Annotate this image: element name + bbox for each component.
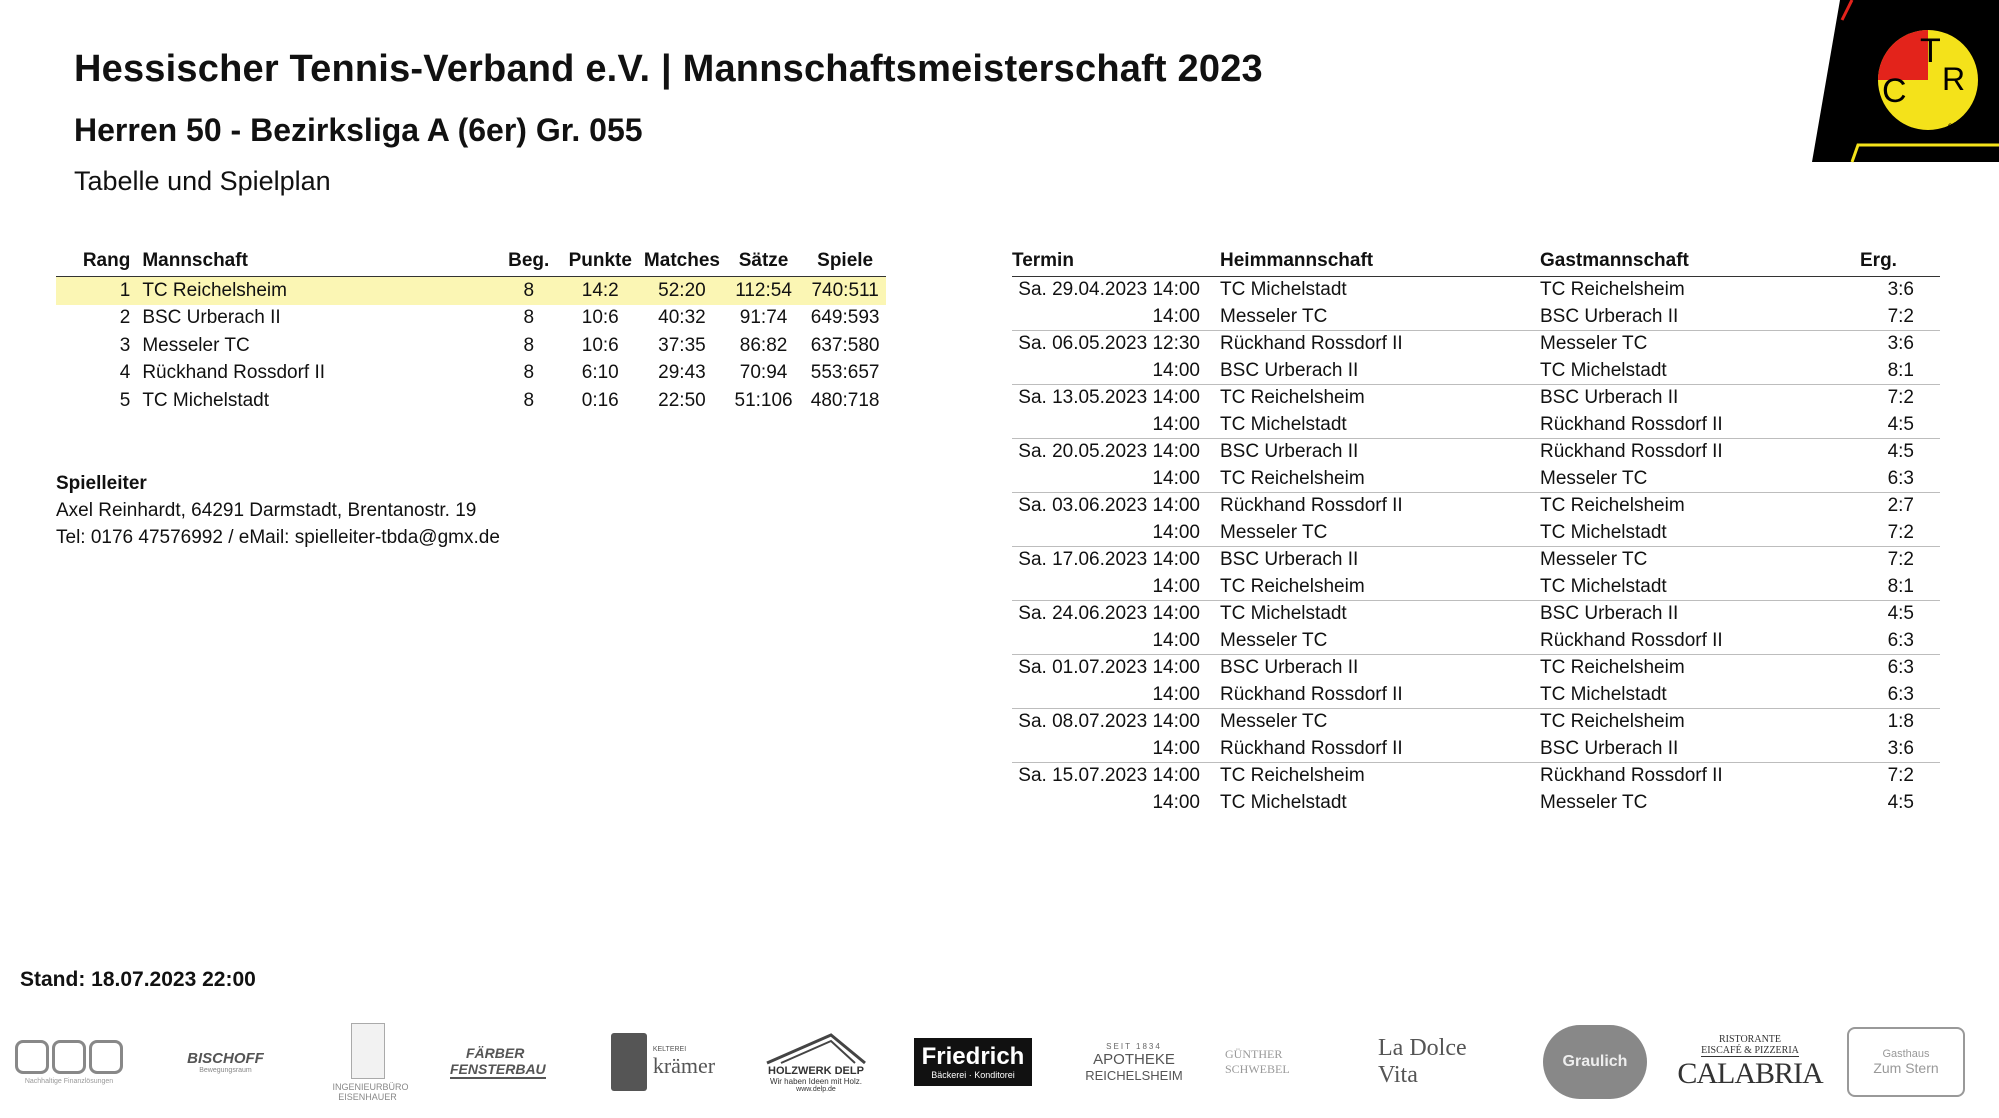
sponsor-zumstern-line2: Zum Stern (1873, 1060, 1939, 1076)
schedule-cell-ergebnis: 3:6 (1887, 737, 1914, 759)
schedule-cell-ergebnis: 4:5 (1887, 791, 1914, 813)
standings-cell-spiele: 480:718 (810, 389, 880, 411)
standings-cell-mannschaft: TC Michelstadt (142, 389, 270, 411)
sponsor-nfl (10, 1012, 128, 1112)
schedule-row (1012, 412, 1940, 439)
schedule-cell-termin: 14:00 (1152, 683, 1200, 705)
standings-cell-mannschaft: Messeler TC (142, 334, 250, 356)
standings-cell-mannschaft: Rückhand Rossdorf II (142, 362, 326, 384)
schedule-cell-gast: Rückhand Rossdorf II (1540, 413, 1723, 435)
schedule-cell-termin: 14:00 (1152, 737, 1200, 759)
sponsor-bischoff-name: BISCHOFF (187, 1050, 264, 1067)
schedule-cell-ergebnis: 7:2 (1887, 521, 1914, 543)
sponsor-bischoff (168, 1012, 283, 1112)
schedule-cell-gast: Rückhand Rossdorf II (1540, 629, 1723, 651)
schedule-cell-ergebnis: 7:2 (1860, 385, 1940, 412)
standings-cell-beg: 8 (523, 307, 535, 329)
sponsor-graulich-name: Graulich (1562, 1053, 1628, 1070)
schedule-cell-gast: TC Michelstadt (1540, 575, 1667, 597)
schedule-cell-termin: Sa. 03.06.2023 14:00 (1012, 493, 1220, 520)
schedule-cell-ergebnis: 7:2 (1860, 547, 1940, 574)
sponsor-friedrich-tagline: Bäckerei · Konditorei (931, 1070, 1015, 1080)
schedule-cell-gast: Messeler TC (1540, 331, 1860, 358)
sponsor-apotheke (1072, 1012, 1196, 1112)
standings-header-row (56, 248, 886, 277)
standings-row (56, 277, 886, 305)
schedule-row (1012, 709, 1940, 736)
standings-cell-punkte: 6:10 (581, 362, 619, 384)
schedule-cell-ergebnis: 3:6 (1887, 279, 1914, 301)
sponsor-eisenhauer (325, 1012, 410, 1112)
standings-row (56, 305, 886, 333)
schedule-row (1012, 763, 1940, 790)
schedule-cell-ergebnis: 4:5 (1860, 439, 1940, 466)
schedule-row (1012, 304, 1940, 331)
standings-cell-beg: 8 (498, 277, 559, 305)
sponsor-kramer-name: krämer (652, 1052, 716, 1078)
standings-cell-spiele: 553:657 (810, 362, 880, 384)
standings-cell-beg: 8 (523, 362, 535, 384)
schedule-cell-ergebnis: 6:3 (1887, 467, 1914, 489)
sponsor-kramer-top: KELTEREI (652, 1045, 687, 1053)
schedule-cell-ergebnis: 1:8 (1860, 709, 1940, 736)
col-heimmannschaft: Heimmannschaft (1220, 248, 1540, 277)
schedule-cell-gast: BSC Urberach II (1540, 385, 1860, 412)
sponsor-delp-url: www.delp.de (796, 1086, 836, 1093)
col-saetze: Sätze (723, 248, 804, 277)
standings-cell-matches: 52:20 (641, 277, 723, 305)
sponsor-faerber (450, 1012, 565, 1112)
schedule-cell-heim: Rückhand Rossdorf II (1220, 331, 1540, 358)
sponsor-bischoff-tagline: Bewegungsraum (199, 1067, 252, 1074)
sponsor-apotheke-city: REICHELSHEIM (1085, 1067, 1183, 1083)
standings-table (56, 248, 886, 415)
col-gastmannschaft: Gastmannschaft (1540, 248, 1860, 277)
schedule-cell-heim: TC Reichelsheim (1220, 385, 1540, 412)
sponsor-dolcevita (1378, 1012, 1498, 1112)
col-ergebnis: Erg. (1860, 248, 1940, 277)
spielleiter-block (56, 470, 500, 551)
col-spiele: Spiele (804, 248, 886, 277)
stand-timestamp: Stand: 18.07.2023 22:00 (20, 968, 256, 991)
schedule-cell-heim: TC Michelstadt (1220, 791, 1347, 813)
schedule-row (1012, 790, 1940, 817)
schedule-cell-heim: Rückhand Rossdorf II (1220, 493, 1540, 520)
schedule-cell-heim: BSC Urberach II (1220, 655, 1540, 682)
schedule-cell-ergebnis: 3:6 (1860, 331, 1940, 358)
schedule-cell-gast: Messeler TC (1540, 547, 1860, 574)
schedule-cell-gast: Rückhand Rossdorf II (1540, 439, 1860, 466)
sponsor-apotheke-top: SEIT 1834 (1106, 1041, 1162, 1051)
schedule-row (1012, 493, 1940, 520)
schedule-cell-gast: TC Reichelsheim (1540, 493, 1860, 520)
schedule-cell-gast: BSC Urberach II (1540, 737, 1679, 759)
spielleiter-label: Spielleiter (56, 473, 147, 494)
schedule-cell-heim: Messeler TC (1220, 629, 1328, 651)
logo-suffix: e.V (1948, 121, 1961, 130)
schedule-cell-ergebnis: 4:5 (1860, 601, 1940, 628)
schedule-cell-ergebnis: 6:3 (1887, 629, 1914, 651)
schedule-cell-heim: Messeler TC (1220, 709, 1540, 736)
sponsor-faerber-line1: FÄRBER (466, 1045, 525, 1061)
schedule-cell-ergebnis: 6:3 (1887, 683, 1914, 705)
standings-cell-matches: 40:32 (658, 307, 706, 329)
schedule-cell-termin: 14:00 (1152, 359, 1200, 381)
sponsor-graulich (1540, 1012, 1650, 1112)
spielleiter-address: Axel Reinhardt, 64291 Darmstadt, Brentanostr. 19 (56, 500, 477, 521)
schedule-cell-gast: BSC Urberach II (1540, 305, 1679, 327)
standings-cell-beg: 8 (523, 334, 535, 356)
standings-cell-punkte: 0:16 (581, 389, 619, 411)
schedule-cell-ergebnis: 7:2 (1887, 305, 1914, 327)
standings-cell-punkte: 14:2 (559, 277, 641, 305)
spielleiter-contact: Tel: 0176 47576992 / eMail: spielleiter-tbda@gmx.de (56, 527, 500, 548)
sponsor-calabria-name: CALABRIA (1677, 1056, 1823, 1090)
schedule-cell-heim: BSC Urberach II (1220, 547, 1540, 574)
schedule-cell-gast: BSC Urberach II (1540, 601, 1860, 628)
sponsor-faerber-line2: FENSTERBAU (450, 1061, 546, 1077)
schedule-row (1012, 439, 1940, 466)
standings-cell-matches: 22:50 (658, 389, 706, 411)
schedule-cell-termin: 14:00 (1152, 305, 1200, 327)
standings-cell-matches: 37:35 (658, 334, 706, 356)
schedule-cell-heim: Messeler TC (1220, 521, 1328, 543)
standings-row (56, 332, 886, 360)
logo-letter-r: R (1942, 61, 1966, 97)
schedule-cell-gast: TC Reichelsheim (1540, 655, 1860, 682)
schedule-cell-gast: Messeler TC (1540, 467, 1648, 489)
schedule-row (1012, 277, 1940, 304)
col-beg: Beg. (498, 248, 559, 277)
logo-letter-t: T (1920, 32, 1941, 70)
standings-cell-matches: 29:43 (658, 362, 706, 384)
schedule-row (1012, 601, 1940, 628)
schedule-cell-termin: Sa. 08.07.2023 14:00 (1012, 709, 1220, 736)
schedule-cell-heim: Messeler TC (1220, 305, 1328, 327)
page-subtitle: Herren 50 - Bezirksliga A (6er) Gr. 055 (74, 112, 643, 148)
schedule-cell-gast: Rückhand Rossdorf II (1540, 763, 1860, 790)
schedule-cell-ergebnis: 4:5 (1887, 413, 1914, 435)
sponsor-schwebel-name: GÜNTHER SCHWEBEL (1225, 1047, 1290, 1076)
schedule-cell-termin: Sa. 13.05.2023 14:00 (1012, 385, 1220, 412)
logo-letter-c: C (1882, 72, 1907, 110)
schedule-row (1012, 547, 1940, 574)
sponsor-friedrich (913, 1012, 1033, 1112)
standings-cell-saetze: 86:82 (739, 334, 788, 356)
page-title: Hessischer Tennis-Verband e.V. | Mannschaftsmeisterschaft 2023 (74, 48, 1263, 90)
schedule-row (1012, 574, 1940, 601)
standings-cell-rang: 5 (119, 389, 131, 411)
schedule-cell-gast: TC Michelstadt (1540, 521, 1667, 543)
standings-cell-saetze: 112:54 (723, 277, 804, 305)
schedule-cell-ergebnis: 8:1 (1887, 575, 1914, 597)
standings-cell-rang: 4 (119, 362, 131, 384)
schedule-cell-ergebnis: 6:3 (1860, 655, 1940, 682)
standings-cell-spiele: 740:511 (804, 277, 886, 305)
schedule-cell-termin: 14:00 (1152, 629, 1200, 651)
schedule-cell-termin: 14:00 (1152, 413, 1200, 435)
schedule-cell-heim: TC Reichelsheim (1220, 575, 1365, 597)
sponsor-dolcevita-name: La Dolce Vita (1378, 1035, 1467, 1088)
sponsor-kramer (608, 1012, 718, 1112)
schedule-table (1012, 248, 1940, 816)
sponsor-nfl-tagline: Nachhaltige Finanzlösungen (24, 1077, 114, 1085)
schedule-cell-termin: 14:00 (1152, 467, 1200, 489)
standings-cell-rang: 3 (119, 334, 131, 356)
schedule-cell-heim: Rückhand Rossdorf II (1220, 683, 1403, 705)
sponsor-eisenhauer-name: INGENIEURBÜRO EISENHAUER (332, 1081, 409, 1102)
schedule-cell-heim: BSC Urberach II (1220, 439, 1540, 466)
schedule-cell-heim: TC Reichelsheim (1220, 467, 1365, 489)
schedule-row (1012, 385, 1940, 412)
sponsor-zumstern-line1: Gasthaus (1882, 1048, 1930, 1060)
schedule-cell-gast: TC Reichelsheim (1540, 709, 1860, 736)
standings-cell-spiele: 649:593 (810, 307, 880, 329)
standings-cell-beg: 8 (523, 389, 535, 411)
schedule-row (1012, 628, 1940, 655)
standings-cell-saetze: 51:106 (734, 389, 793, 411)
col-punkte: Punkte (559, 248, 641, 277)
standings-cell-rang: 2 (119, 307, 131, 329)
schedule-cell-gast: TC Michelstadt (1540, 683, 1667, 705)
sponsor-calabria-line2: EISCAFÉ & PIZZERIA (1701, 1044, 1799, 1056)
standings-cell-saetze: 91:74 (739, 307, 788, 329)
sponsor-schwebel (1225, 1012, 1345, 1112)
schedule-cell-gast: TC Reichelsheim (1540, 279, 1685, 301)
col-termin: Termin (1012, 248, 1220, 277)
schedule-row (1012, 682, 1940, 709)
schedule-row (1012, 736, 1940, 763)
schedule-cell-termin: Sa. 24.06.2023 14:00 (1012, 601, 1220, 628)
schedule-cell-termin: Sa. 06.05.2023 12:30 (1012, 331, 1220, 358)
schedule-cell-ergebnis: 7:2 (1860, 763, 1940, 790)
col-rang: Rang (56, 248, 142, 277)
schedule-cell-termin: 14:00 (1152, 521, 1200, 543)
schedule-cell-termin: Sa. 20.05.2023 14:00 (1012, 439, 1220, 466)
standings-row (56, 360, 886, 388)
schedule-cell-gast: TC Michelstadt (1540, 359, 1667, 381)
sponsor-zumstern (1846, 1012, 1966, 1112)
schedule-row (1012, 358, 1940, 385)
eisenhauer-emblem (351, 1023, 385, 1079)
schedule-cell-ergebnis: 8:1 (1887, 359, 1914, 381)
sponsor-apotheke-name: APOTHEKE (1093, 1050, 1175, 1068)
schedule-row (1012, 466, 1940, 493)
schedule-cell-heim: BSC Urberach II (1220, 359, 1359, 381)
schedule-cell-heim: TC Michelstadt (1220, 601, 1540, 628)
sponsor-friedrich-name: Friedrich (921, 1043, 1025, 1070)
tcr-club-logo (1812, 0, 1999, 175)
schedule-cell-heim: TC Michelstadt (1220, 413, 1347, 435)
standings-row (56, 387, 886, 415)
schedule-cell-termin: Sa. 01.07.2023 14:00 (1012, 655, 1220, 682)
kramer-emblem (611, 1033, 647, 1091)
schedule-cell-ergebnis: 2:7 (1860, 493, 1940, 520)
standings-cell-mannschaft: TC Reichelsheim (142, 277, 498, 305)
schedule-header-row (1012, 248, 1940, 277)
standings-cell-saetze: 70:94 (739, 362, 788, 384)
schedule-row (1012, 520, 1940, 547)
schedule-row (1012, 331, 1940, 358)
col-matches: Matches (641, 248, 723, 277)
col-mannschaft: Mannschaft (142, 248, 498, 277)
sponsor-delp (755, 1012, 877, 1112)
sponsor-calabria (1677, 1012, 1823, 1112)
schedule-cell-termin: Sa. 15.07.2023 14:00 (1012, 763, 1220, 790)
standings-cell-spiele: 637:580 (810, 334, 880, 356)
schedule-cell-heim: TC Reichelsheim (1220, 763, 1540, 790)
schedule-cell-heim: TC Michelstadt (1220, 279, 1347, 301)
schedule-cell-termin: 14:00 (1152, 575, 1200, 597)
schedule-cell-termin: Sa. 17.06.2023 14:00 (1012, 547, 1220, 574)
schedule-row (1012, 655, 1940, 682)
sponsor-calabria-line1: RISTORANTE (1718, 1033, 1782, 1045)
sponsor-delp-name: HOLZWERK DELP (768, 1065, 864, 1077)
schedule-cell-gast: Messeler TC (1540, 791, 1648, 813)
standings-cell-mannschaft: BSC Urberach II (142, 307, 281, 329)
schedule-cell-termin: 14:00 (1152, 791, 1200, 813)
schedule-cell-heim: Rückhand Rossdorf II (1220, 737, 1403, 759)
section-heading: Tabelle und Spielplan (74, 166, 331, 196)
delp-roof-icon (761, 1031, 871, 1065)
standings-cell-punkte: 10:6 (581, 334, 619, 356)
schedule-cell-termin: Sa. 29.04.2023 14:00 (1018, 279, 1200, 301)
standings-cell-punkte: 10:6 (581, 307, 619, 329)
standings-cell-rang: 1 (56, 277, 142, 305)
sponsor-delp-tagline: Wir haben Ideen mit Holz. (769, 1077, 863, 1086)
